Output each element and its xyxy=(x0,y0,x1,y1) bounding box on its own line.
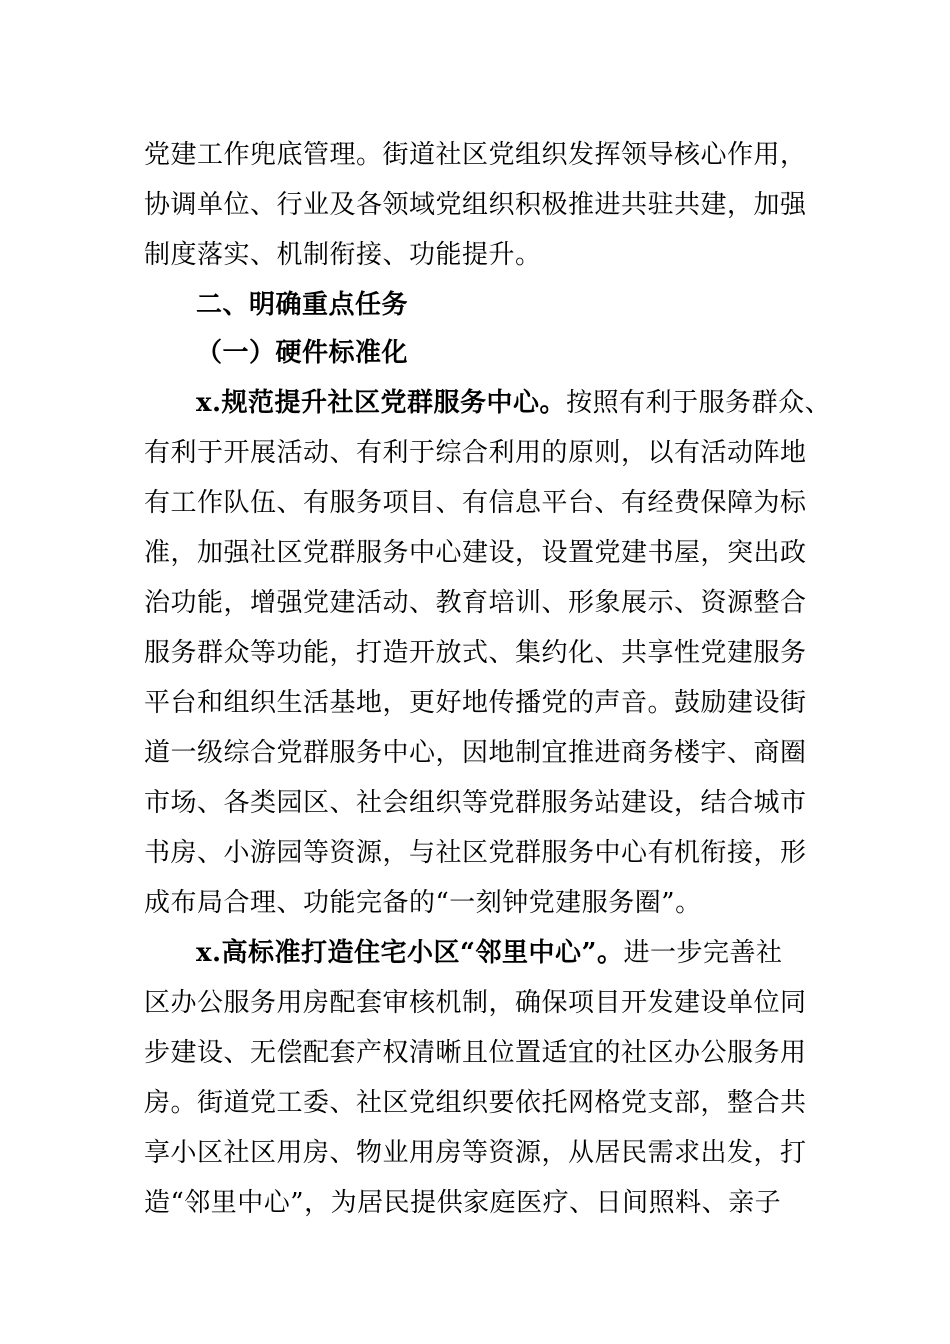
paragraph-line: 党建工作兜底管理。街道社区党组织发挥领导核心作用， xyxy=(144,140,807,170)
paragraph-line: 享小区社区用房、物业用房等资源，从居民需求出发，打 xyxy=(144,1138,807,1168)
item2-first-line xyxy=(196,935,824,971)
paragraph-line: 道一级综合党群服务中心，因地制宜推进商务楼宇、商圈 xyxy=(144,738,807,768)
paragraph-line: 制度落实、机制衔接、功能提升。 xyxy=(144,240,542,270)
item1-first-line xyxy=(196,385,832,421)
paragraph-line: 准，加强社区党群服务中心建设，设置党建书屋，突出政 xyxy=(144,538,807,568)
paragraph-line: 平台和组织生活基地，更好地传播党的声音。鼓励建设街 xyxy=(144,688,807,718)
paragraph-line: 区办公服务用房配套审核机制，确保项目开发建设单位同 xyxy=(144,988,807,1018)
paragraph-line: 协调单位、行业及各领域党组织积极推进共驻共建，加强 xyxy=(144,190,807,220)
paragraph-line: 服务群众等功能，打造开放式、集约化、共享性党建服务 xyxy=(144,638,807,668)
item1-first-line-rest: 按照有利于服务群众、 xyxy=(566,388,832,418)
paragraph-line: 成布局合理、功能完备的“一刻钟党建服务圈”。 xyxy=(144,888,702,918)
item2-first-line-rest: 进一步完善社 xyxy=(623,938,783,968)
paragraph-line: 有工作队伍、有服务项目、有信息平台、有经费保障为标 xyxy=(144,488,807,518)
subsection-heading: （一）硬件标准化 xyxy=(196,338,409,368)
paragraph-line: 造“邻里中心”，为居民提供家庭医疗、日间照料、亲子 xyxy=(144,1188,782,1218)
item2-title: x.高标准打造住宅小区“邻里中心”。 xyxy=(196,938,624,968)
paragraph-line: 步建设、无偿配套产权清晰且位置适宜的社区办公服务用 xyxy=(144,1038,807,1068)
section-heading: 二、明确重点任务 xyxy=(196,290,409,320)
paragraph-line: 市场、各类园区、社会组织等党群服务站建设，结合城市 xyxy=(144,788,807,818)
paragraph-line: 治功能，增强党建活动、教育培训、形象展示、资源整合 xyxy=(144,588,807,618)
paragraph-line: 书房、小游园等资源，与社区党群服务中心有机衔接，形 xyxy=(144,838,807,868)
item1-title: x.规范提升社区党群服务中心。 xyxy=(196,388,567,418)
paragraph-line: 有利于开展活动、有利于综合利用的原则，以有活动阵地 xyxy=(144,438,807,468)
paragraph-line: 房。街道党工委、社区党组织要依托网格党支部，整合共 xyxy=(144,1088,807,1118)
